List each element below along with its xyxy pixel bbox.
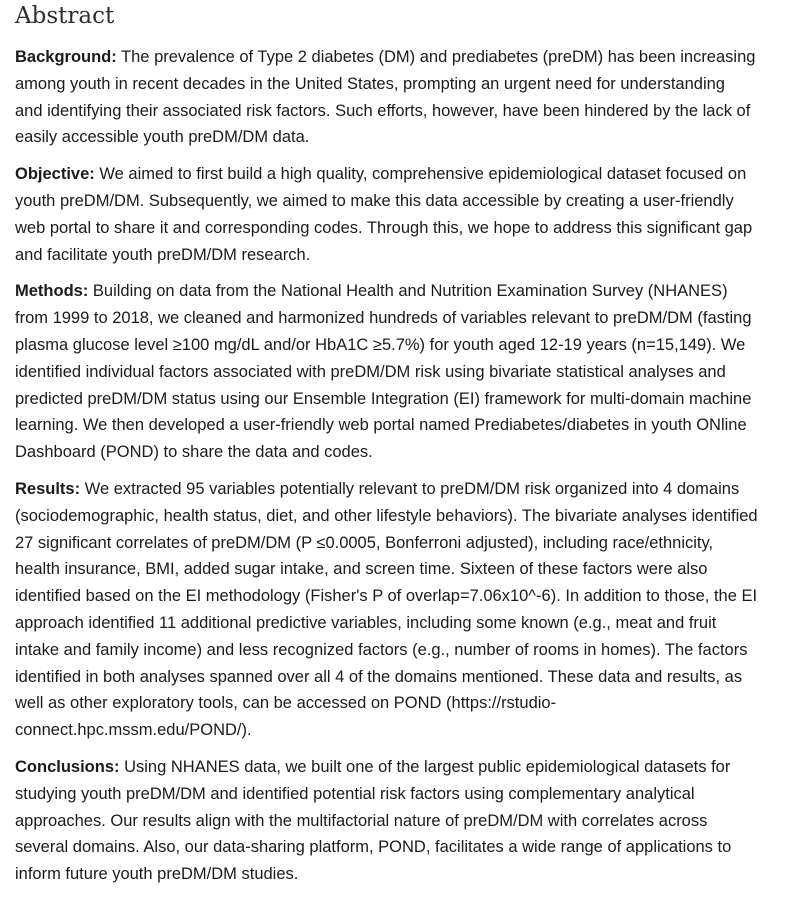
methods-line: from 1999 to 2018, we cleaned and harmonized hundreds of variables relevant to preDM/DM (fasting xyxy=(15,309,752,328)
objective-label: Objective: xyxy=(15,165,95,184)
abstract-page xyxy=(15,0,805,898)
results-line: approach identified 11 additional predictive variables, including some known (e.g., meat and fruit xyxy=(15,613,717,632)
conclusions-line: studying youth preDM/DM and identified potential risk factors using complementary analytical xyxy=(15,784,695,803)
results-line: connect.hpc.mssm.edu/POND/). xyxy=(15,721,252,740)
objective-text: We aimed to first build a high quality, comprehensive epidemiological dataset focused on xyxy=(94,165,747,184)
objective-line: and facilitate youth preDM/DM research. xyxy=(15,245,311,264)
results-text: We extracted 95 variables potentially relevant to preDM/DM risk organized into 4 domains xyxy=(80,479,740,498)
methods-line xyxy=(15,278,805,305)
results-line xyxy=(15,476,805,503)
methods-line: Dashboard (POND) to share the data and codes. xyxy=(15,443,373,462)
background-line: among youth in recent decades in the United States, prompting an urgent need for understanding xyxy=(15,74,725,93)
results-line: identified in both analyses spanned over all 4 of the domains mentioned. These data and results, as xyxy=(15,667,743,686)
results-line: well as other exploratory tools, can be accessed on POND (https://rstudio- xyxy=(15,694,557,713)
methods-line: plasma glucose level ≥100 mg/dL and/or HbA1C ≥5.7%) for youth aged 12-19 years (n=15,149). We xyxy=(15,335,746,354)
background-label: Background: xyxy=(15,48,117,66)
methods-label: Methods: xyxy=(15,282,89,301)
results-line: health insurance, BMI, added sugar intake, and screen time. Sixteen of these factors were also xyxy=(15,560,708,579)
background-line: and identifying their associated risk factors. Such efforts, however, have been hindered by the lack of xyxy=(15,101,751,120)
background-section xyxy=(15,44,805,151)
results-line: intake and family income) and less recognized factors (e.g., number of rooms in homes). The factors xyxy=(15,640,748,659)
methods-line: learning. We then developed a user-friendly web portal named Prediabetes/diabetes in youth ONline xyxy=(15,416,747,435)
methods-line: predicted preDM/DM status using our Ensemble Integration (EI) framework for multi-domain machine xyxy=(15,389,752,408)
background-line: easily accessible youth preDM/DM data. xyxy=(15,128,310,147)
results-label: Results: xyxy=(15,479,81,498)
methods-text: Building on data from the National Health and Nutrition Examination Survey (NHANES) xyxy=(88,282,728,301)
results-line: identified based on the EI methodology (Fisher's P of overlap=7.06x10^-6). In addition to those, the EI xyxy=(15,587,758,606)
abstract-heading: Abstract xyxy=(15,3,115,29)
conclusions-section xyxy=(15,754,805,888)
objective-line xyxy=(15,161,805,188)
conclusions-line: inform future youth preDM/DM studies. xyxy=(15,865,299,884)
background-text: The prevalence of Type 2 diabetes (DM) and prediabetes (preDM) has been increasing xyxy=(116,48,756,66)
conclusions-line: several domains. Also, our data-sharing platform, POND, facilitates a wide range of applications to xyxy=(15,838,732,857)
results-line: 27 significant correlates of preDM/DM (P ≤0.0005, Bonferroni adjusted), including race/ethnicity, xyxy=(15,533,714,552)
results-section xyxy=(15,476,805,744)
conclusions-label: Conclusions: xyxy=(15,757,120,776)
methods-line: identified individual factors associated with preDM/DM risk using bivariate statistical analyses and xyxy=(15,362,726,381)
objective-line: web portal to share it and corresponding codes. Through this, we hope to address this significant gap xyxy=(15,218,753,237)
conclusions-text: Using NHANES data, we built one of the largest public epidemiological datasets for xyxy=(119,757,731,776)
results-line: (sociodemographic, health status, diet, and other lifestyle behaviors). The bivariate analyses identified xyxy=(15,506,758,525)
methods-section xyxy=(15,278,805,466)
conclusions-line: approaches. Our results align with the multifactorial nature of preDM/DM with correlates across xyxy=(15,811,708,830)
conclusions-line xyxy=(15,754,805,781)
objective-line: youth preDM/DM. Subsequently, we aimed to make this data accessible by creating a user-friendly xyxy=(15,191,734,210)
objective-section xyxy=(15,161,805,268)
background-line xyxy=(15,44,805,71)
